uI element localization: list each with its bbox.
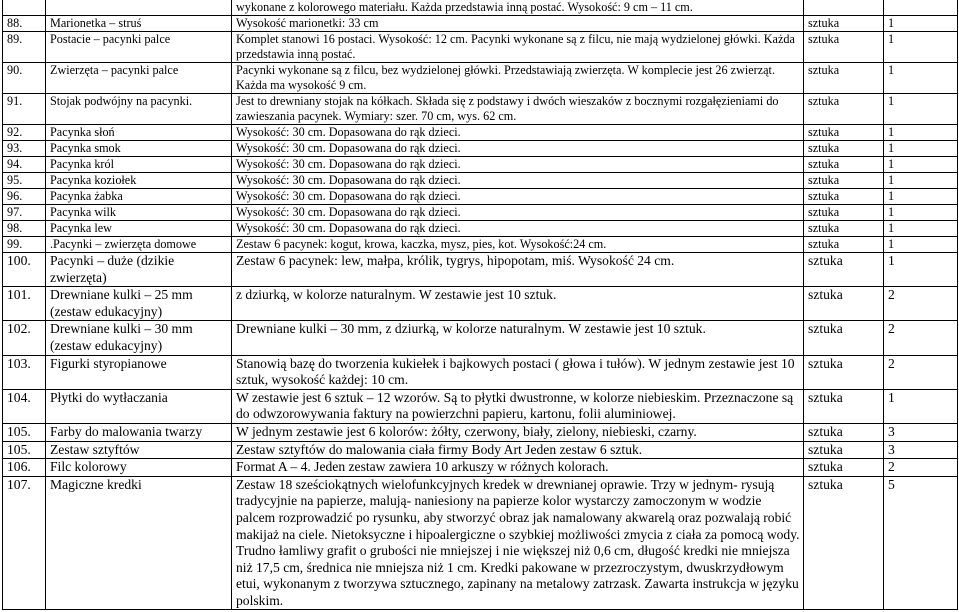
item-unit: sztuka bbox=[804, 221, 884, 237]
items-table-body bbox=[3, 0, 958, 610]
item-quantity: 3 bbox=[884, 423, 958, 441]
item-unit: sztuka bbox=[804, 441, 884, 459]
item-unit: sztuka bbox=[804, 423, 884, 441]
item-number: 98. bbox=[3, 221, 46, 237]
item-quantity: 1 bbox=[884, 221, 958, 237]
item-unit: sztuka bbox=[804, 173, 884, 189]
item-description: Wysokość: 30 cm. Dopasowana do rąk dzieci. bbox=[232, 173, 804, 189]
item-quantity: 2 bbox=[884, 459, 958, 477]
item-name: Marionetka – struś bbox=[46, 16, 232, 32]
table-row bbox=[3, 173, 958, 189]
item-unit: sztuka bbox=[804, 321, 884, 355]
item-description: Wysokość marionetki: 33 cm bbox=[232, 16, 804, 32]
document-page bbox=[2, 0, 958, 610]
item-quantity: 1 bbox=[884, 141, 958, 157]
table-row bbox=[3, 253, 958, 287]
table-row bbox=[3, 321, 958, 355]
item-name: Drewniane kulki – 25 mm (zestaw edukacyjny) bbox=[46, 287, 232, 321]
item-name: Stojak podwójny na pacynki. bbox=[46, 94, 232, 125]
item-quantity: 2 bbox=[884, 355, 958, 389]
item-number: 101. bbox=[3, 287, 46, 321]
item-unit: sztuka bbox=[804, 476, 884, 610]
item-quantity: 1 bbox=[884, 189, 958, 205]
item-unit: sztuka bbox=[804, 141, 884, 157]
item-unit: sztuka bbox=[804, 94, 884, 125]
item-number: 97. bbox=[3, 205, 46, 221]
item-number: 90. bbox=[3, 63, 46, 94]
item-description: Zestaw sztyftów do malowania ciała firmy Body Art Jeden zestaw 6 sztuk. bbox=[232, 441, 804, 459]
item-quantity: 1 bbox=[884, 157, 958, 173]
item-description: Wysokość: 30 cm. Dopasowana do rąk dzieci. bbox=[232, 189, 804, 205]
item-description: wykonane z kolorowego materiału. Każda przedstawia inną postać. Wysokość: 9 cm – 11 cm. bbox=[232, 0, 804, 16]
item-unit: sztuka bbox=[804, 287, 884, 321]
item-number: 100. bbox=[3, 253, 46, 287]
item-description: z dziurką, w kolorze naturalnym. W zestawie jest 10 sztuk. bbox=[232, 287, 804, 321]
item-description: Format A – 4. Jeden zestaw zawiera 10 arkuszy w różnych kolorach. bbox=[232, 459, 804, 477]
item-name: Pacynka słoń bbox=[46, 125, 232, 141]
item-name bbox=[46, 0, 232, 16]
item-unit: sztuka bbox=[804, 125, 884, 141]
item-number: 105. bbox=[3, 441, 46, 459]
item-number: 92. bbox=[3, 125, 46, 141]
item-description: W jednym zestawie jest 6 kolorów: żółty, czerwony, biały, zielony, niebieski, czarny. bbox=[232, 423, 804, 441]
item-quantity: 3 bbox=[884, 441, 958, 459]
items-table bbox=[2, 0, 958, 610]
item-name: Pacynka koziołek bbox=[46, 173, 232, 189]
item-quantity: 1 bbox=[884, 173, 958, 189]
table-row bbox=[3, 355, 958, 389]
item-quantity: 1 bbox=[884, 63, 958, 94]
item-name: Drewniane kulki – 30 mm (zestaw edukacyjny) bbox=[46, 321, 232, 355]
table-row bbox=[3, 459, 958, 477]
item-quantity: 1 bbox=[884, 16, 958, 32]
item-description: Wysokość: 30 cm. Dopasowana do rąk dzieci. bbox=[232, 157, 804, 173]
item-quantity bbox=[884, 0, 958, 16]
table-row bbox=[3, 125, 958, 141]
item-unit: sztuka bbox=[804, 389, 884, 423]
item-name: Zestaw sztyftów bbox=[46, 441, 232, 459]
item-description: Pacynki wykonane są z filcu, bez wydzielonej główki. Przedstawiają zwierzęta. W komplecie jest 26 zwierząt. Każda ma wysokość 9 cm. bbox=[232, 63, 804, 94]
item-description: Zestaw 6 pacynek: kogut, krowa, kaczka, mysz, pies, kot. Wysokość:24 cm. bbox=[232, 237, 804, 253]
item-name: Pacynka żabka bbox=[46, 189, 232, 205]
item-name: Płytki do wytłaczania bbox=[46, 389, 232, 423]
item-description: Jest to drewniany stojak na kółkach. Składa się z podstawy i dwóch wieszaków z bocznymi rozgałęzieniami do zawieszania pacynek. Wymiary: szer. 70 cm, wys. 62 cm. bbox=[232, 94, 804, 125]
table-row bbox=[3, 237, 958, 253]
item-number: 88. bbox=[3, 16, 46, 32]
table-row bbox=[3, 189, 958, 205]
table-row bbox=[3, 287, 958, 321]
item-number: 99. bbox=[3, 237, 46, 253]
item-unit: sztuka bbox=[804, 189, 884, 205]
table-row bbox=[3, 16, 958, 32]
table-row bbox=[3, 221, 958, 237]
item-quantity: 1 bbox=[884, 205, 958, 221]
item-name: Zwierzęta – pacynki palce bbox=[46, 63, 232, 94]
item-description: Komplet stanowi 16 postaci. Wysokość: 12 cm. Pacynki wykonane są z filcu, nie mają wydzielonej główki. Każda przedstawia inną postać. bbox=[232, 32, 804, 63]
item-unit: sztuka bbox=[804, 355, 884, 389]
item-unit: sztuka bbox=[804, 63, 884, 94]
item-description: Wysokość: 30 cm. Dopasowana do rąk dzieci. bbox=[232, 141, 804, 157]
table-row bbox=[3, 389, 958, 423]
item-quantity: 5 bbox=[884, 476, 958, 610]
item-number: 96. bbox=[3, 189, 46, 205]
item-number: 95. bbox=[3, 173, 46, 189]
item-number: 91. bbox=[3, 94, 46, 125]
item-quantity: 1 bbox=[884, 94, 958, 125]
item-number: 93. bbox=[3, 141, 46, 157]
item-name: Postacie – pacynki palce bbox=[46, 32, 232, 63]
table-row bbox=[3, 423, 958, 441]
item-name: Pacynki – duże (dzikie zwierzęta) bbox=[46, 253, 232, 287]
item-name: Farby do malowania twarzy bbox=[46, 423, 232, 441]
item-quantity: 1 bbox=[884, 389, 958, 423]
item-number: 104. bbox=[3, 389, 46, 423]
item-name: Pacynka wilk bbox=[46, 205, 232, 221]
table-row bbox=[3, 63, 958, 94]
item-unit: sztuka bbox=[804, 205, 884, 221]
item-unit: sztuka bbox=[804, 16, 884, 32]
item-name: Pacynka lew bbox=[46, 221, 232, 237]
item-number: 89. bbox=[3, 32, 46, 63]
item-description: Stanowią bazę do tworzenia kukiełek i bajkowych postaci ( głowa i tułów). W jednym zestawie jest 10 sztuk, wysokość każdej: 10 cm. bbox=[232, 355, 804, 389]
item-unit: sztuka bbox=[804, 32, 884, 63]
item-name: Magiczne kredki bbox=[46, 476, 232, 610]
item-quantity: 2 bbox=[884, 287, 958, 321]
item-unit bbox=[804, 0, 884, 16]
table-row bbox=[3, 141, 958, 157]
table-row bbox=[3, 0, 958, 16]
item-description: Wysokość: 30 cm. Dopasowana do rąk dzieci. bbox=[232, 205, 804, 221]
item-name: Pacynka smok bbox=[46, 141, 232, 157]
item-number: 102. bbox=[3, 321, 46, 355]
item-quantity: 2 bbox=[884, 321, 958, 355]
table-row bbox=[3, 441, 958, 459]
item-name: .Pacynki – zwierzęta domowe bbox=[46, 237, 232, 253]
item-unit: sztuka bbox=[804, 253, 884, 287]
item-description: Wysokość: 30 cm. Dopasowana do rąk dzieci. bbox=[232, 221, 804, 237]
item-number: 107. bbox=[3, 476, 46, 610]
table-row bbox=[3, 157, 958, 173]
item-name: Filc kolorowy bbox=[46, 459, 232, 477]
table-row bbox=[3, 205, 958, 221]
item-name: Pacynka król bbox=[46, 157, 232, 173]
item-unit: sztuka bbox=[804, 157, 884, 173]
item-number: 94. bbox=[3, 157, 46, 173]
item-description: Drewniane kulki – 30 mm, z dziurką, w kolorze naturalnym. W zestawie jest 10 sztuk. bbox=[232, 321, 804, 355]
table-row bbox=[3, 94, 958, 125]
item-quantity: 1 bbox=[884, 253, 958, 287]
item-description: Zestaw 18 sześciokątnych wielofunkcyjnych kredek w drewnianej oprawie. Trzy w jednym- rysują tradycyjnie na papierze, malują- naniesiony na papierze kolor wystarczy zamoczonym w wodzie palcem rozprowadzić po rysunku, aby stworzyć obraz jak namalowany akwarelą oraz pozwalają robić makijaż na ciele. Nietoksyczne i hipoalergiczne o szybkiej możliwości zmycia z ciała za pomocą wody. Trudno łamliwy grafit o grubości nie mniejszej i nie większej niż 0,6 cm, długość kredki nie mniejsza niż 17,5 cm, średnica nie mniejsza niż 1 cm. Kredki pakowane w przezroczystym, dwuskrzydłowym etui, wykonanym z tworzywa sztucznego, zapinany na metalowy zatrzask. Zawarta instrukcja w języku polskim. bbox=[232, 476, 804, 610]
item-unit: sztuka bbox=[804, 237, 884, 253]
item-number: 103. bbox=[3, 355, 46, 389]
item-description: W zestawie jest 6 sztuk – 12 wzorów. Są to płytki dwustronne, w kolorze niebieskim. Przeznaczone są do odwzorowywania faktury na powierzchni papieru, kartonu, folii aluminiowej. bbox=[232, 389, 804, 423]
item-quantity: 1 bbox=[884, 32, 958, 63]
item-number: 105. bbox=[3, 423, 46, 441]
table-row bbox=[3, 476, 958, 610]
item-quantity: 1 bbox=[884, 237, 958, 253]
item-unit: sztuka bbox=[804, 459, 884, 477]
table-row bbox=[3, 32, 958, 63]
item-quantity: 1 bbox=[884, 125, 958, 141]
item-name: Figurki styropianowe bbox=[46, 355, 232, 389]
item-description: Wysokość: 30 cm. Dopasowana do rąk dzieci. bbox=[232, 125, 804, 141]
item-description: Zestaw 6 pacynek: lew, małpa, królik, tygrys, hipopotam, miś. Wysokość 24 cm. bbox=[232, 253, 804, 287]
item-number bbox=[3, 0, 46, 16]
item-number: 106. bbox=[3, 459, 46, 477]
